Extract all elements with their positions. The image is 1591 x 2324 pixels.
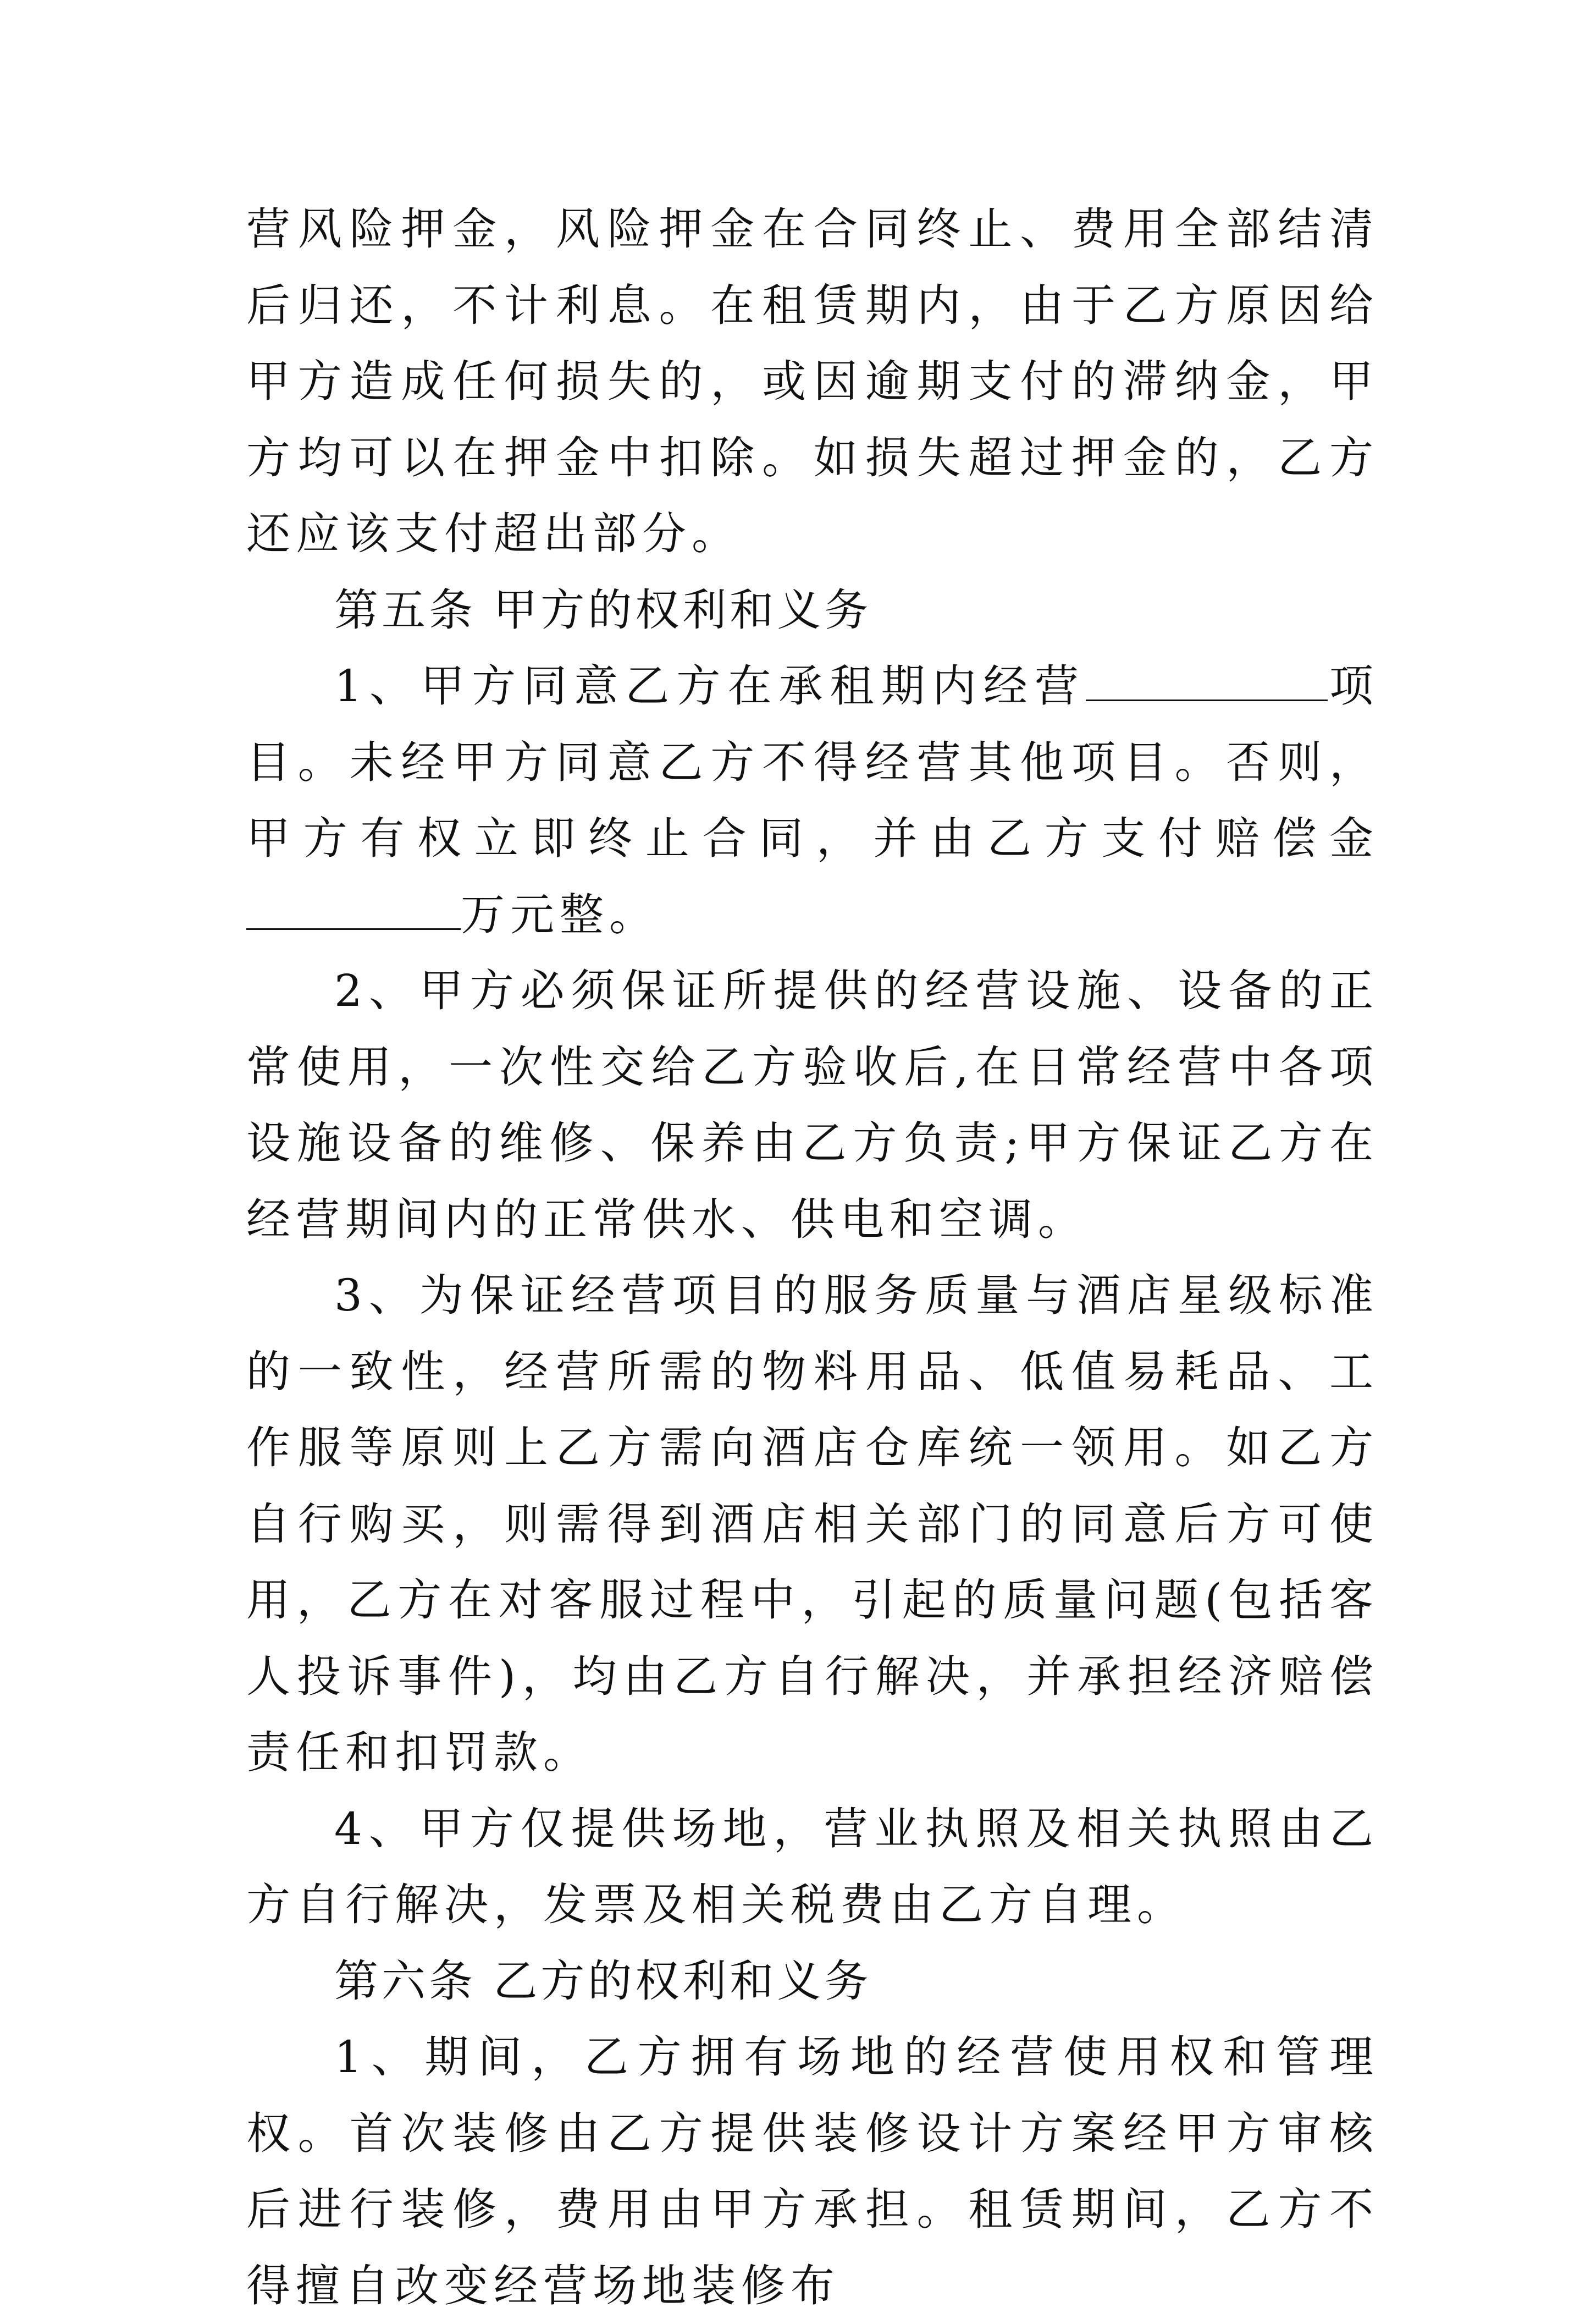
article-5-item-1 (246, 648, 1379, 953)
article-6-item-1: 1、期间，乙方拥有场地的经营使用权和管理权。首次装修由乙方提供装修设计方案经甲方审核后进行装修，费用由甲方承担。租赁期间，乙方不得擅自改变经营场地装修布 (246, 2031, 1379, 2311)
blank-line-project (1086, 661, 1328, 701)
document-body (246, 191, 1379, 2324)
article-5-item-1-text-b: 项目。未经甲方同意乙方不得经营其他项目。否则，甲方有权立即终止合同，并由乙方支付赔偿金 (246, 660, 1379, 864)
article-5-item-4: 4、甲方仅提供场地，营业执照及相关执照由乙方自行解决，发票及相关税费由乙方自理。 (246, 1803, 1379, 1930)
article-6-title: 第六条 乙方的权利和义务 (334, 1955, 872, 2007)
article-5-item-3: 3、为保证经营项目的服务质量与酒店星级标准的一致性，经营所需的物料用品、低值易耗品、工作服等原则上乙方需向酒店仓库统一领用。如乙方自行购买，则需得到酒店相关部门的同意后方可使用，乙方在对客服过程中，引起的质量问题(包括客人投诉事件)，均由乙方自行解决，并承担经济赔偿责任和扣罚款。 (246, 1270, 1379, 1778)
blank-line-compensation (246, 890, 461, 930)
article-5-item-2: 2、甲方必须保证所提供的经营设施、设备的正常使用，一次性交给乙方验收后,在日常经营中各项设施设备的维修、保养由乙方负责;甲方保证乙方在经营期间内的正常供水、供电和空调。 (246, 965, 1379, 1245)
article-5-title: 第五条 甲方的权利和义务 (334, 584, 872, 636)
article-5-item-1-text-a: 1、甲方同意乙方在承租期内经营 (334, 660, 1086, 712)
paragraph-deposit-continued: 营风险押金，风险押金在合同终止、费用全部结清后归还，不计利息。在租赁期内，由于乙方原因给甲方造成任何损失的，或因逾期支付的滞纳金，甲方均可以在押金中扣除。如损失超过押金的，乙方还应该支付超出部分。 (246, 203, 1379, 559)
article-5-item-1-text-c: 万元整。 (461, 889, 659, 940)
